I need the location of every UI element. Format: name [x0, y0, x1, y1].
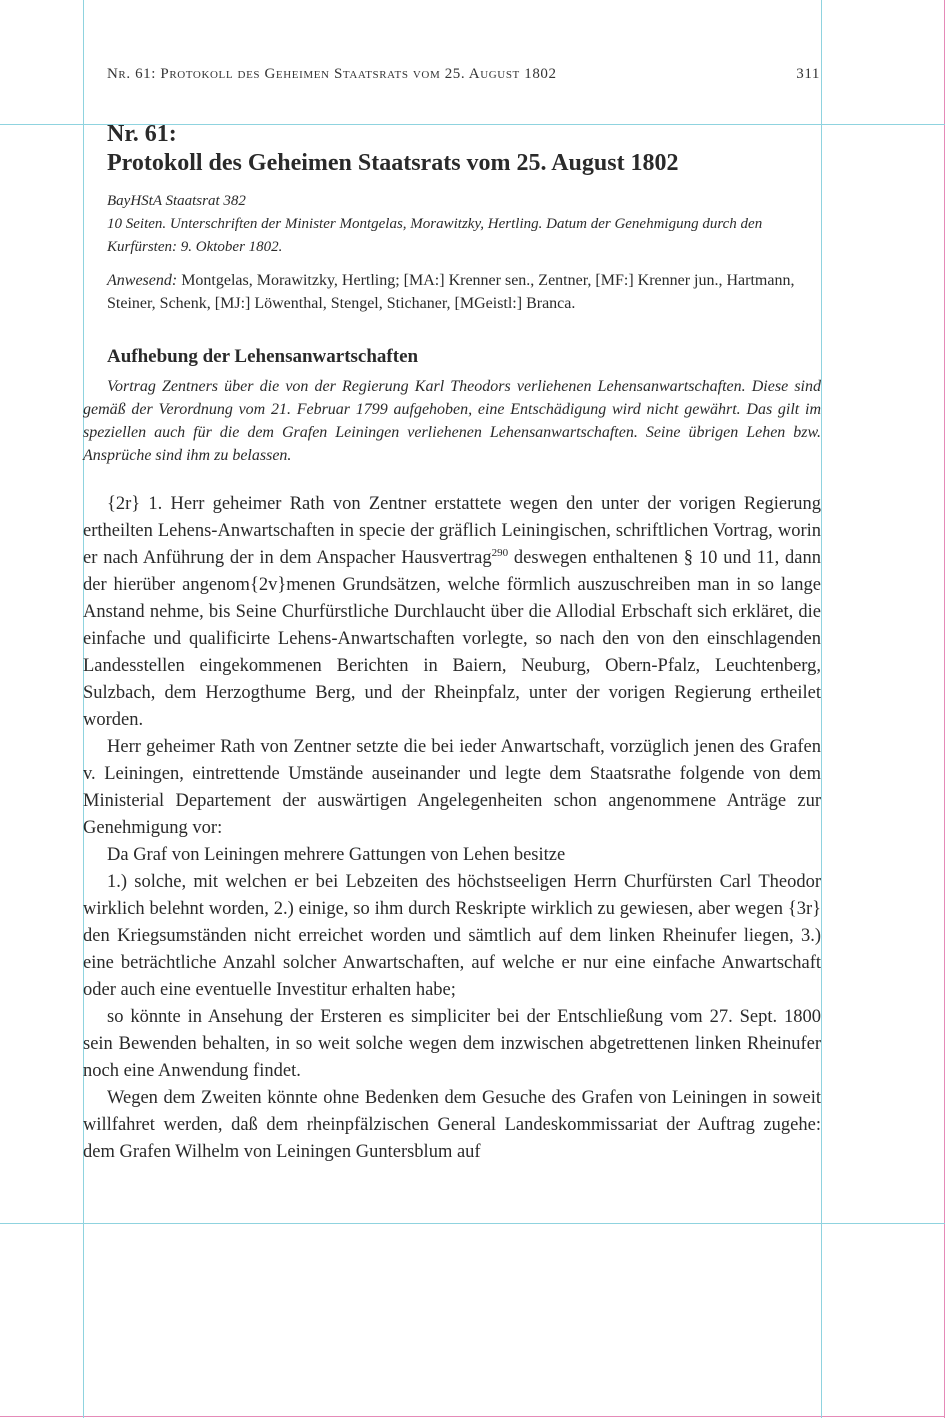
attendance-label: Anwesend: — [107, 272, 178, 289]
margin-guide-right — [821, 0, 822, 1418]
paragraph-1-part-2: deswegen enthaltenen § 10 und 11, dann der hierüber angenom{2v}menen Grundsätzen, welche förmlich auszuschreiben man in so lange Anstand nehme, bis Seine Churfürstliche Durchlaucht über die Allodial Erbschaft sich erkläret, die einfache und qualificirte Lehens-Anwartschaften vorlegte, so nach den von den einschlagenden Landesstellen eingekommenen Berichten in Baiern, Neuburg, Obern-Pfalz, Leuchtenberg, Sulzbach, dem Herzogthume Berg, und der Rheinpfalz, unter der vorigen Regierung ertheilet worden. — [83, 548, 822, 730]
page-trim-bottom — [0, 1416, 945, 1417]
paragraph-3: Da Graf von Leiningen mehrere Gattungen von Lehen besitze — [107, 845, 566, 865]
archive-source: BayHStA Staatsrat 382 — [107, 193, 246, 209]
attendance-list: Montgelas, Morawitzky, Hertling; [MA:] Krenner sen., Zentner, [MF:] Krenner jun., Hartmann, Steiner, Schenk, [MJ:] Löwenthal, Stengel, Stichaner, [MGeistl:] Branca. — [107, 272, 795, 312]
paragraph-2: Herr geheimer Rath von Zentner setzte die bei ieder Anwartschaft, vorzüglich jenen des Grafen v. Leiningen, eintrettende Umstände auseinander und legte dem Staatsrathe folgende von dem Ministerial Departement der auswärtigen Angelegenheiten schon angenommene Anträge zur Genehmigung vor: — [83, 737, 821, 838]
margin-guide-bottom — [0, 1223, 945, 1224]
source-block — [107, 190, 821, 259]
running-head-title: Nr. 61: Protokoll des Geheimen Staatsrats vom 25. August 1802 — [107, 66, 557, 82]
paragraph-5: so könnte in Ansehung der Ersteren es simpliciter bei der Entschließung vom 27. Sept. 1800 sein Bewenden behalten, in so weit solche wegen dem inzwischen abgetrettenen linken Rheinufer noch eine Anwendung findet. — [83, 1007, 821, 1081]
running-head — [107, 66, 822, 83]
attendance — [107, 269, 821, 315]
page-content — [83, 120, 821, 1166]
paragraph-1-part-1: {2r} 1. Herr geheimer Rath von Zentner erstattete wegen den unter der vorigen Regierung ertheilten Lehens-Anwartschaften in specie der gräflich Leiningischen, schriftlichen Vortrag, worin er nach Anführung der in dem Anspacher Hausvertrag — [83, 494, 821, 568]
document-description: 10 Seiten. Unterschriften der Minister Montgelas, Morawitzky, Hertling. Datum der Genehmigung durch den Kurfürsten: 9. Oktober 1802. — [107, 216, 763, 255]
paragraph-6: Wegen dem Zweiten könnte ohne Bedenken dem Gesuche des Grafen von Leiningen in soweit willfahret werden, daß dem rheinpfälzischen General Landeskommissariat der Auftrag zugehe: dem Grafen Wilhelm von Leiningen Guntersblum auf — [83, 1088, 821, 1162]
section-heading: Aufhebung der Lehensanwartschaften — [107, 346, 419, 367]
paragraph-4: 1.) solche, mit welchen er bei Lebzeiten des höchstseeligen Herrn Churfürsten Carl Theodor wirklich belehnt worden, 2.) einige, so ihm durch Reskripte wirklich zu gewiesen, aber wegen {3r} den Kriegsumständen nicht erreichet worden und sämtlich auf dem linken Rheinufer liegen, 3.) eine beträchtliche Anzahl solcher Anwartschaften, auf welche er nur eine einfache Anwartschaft oder auch eine eventuelle Investitur erhalten habe; — [83, 872, 821, 1000]
section-abstract: Vortrag Zentners über die von der Regierung Karl Theodors verliehenen Lehensanwartschaften. Diese sind gemäß der Verordnung vom 21. Februar 1799 aufgehoben, eine Entschädigung wird nicht gewährt. Das gilt im speziellen auch für die dem Grafen Leiningen verliehenen Lehensanwartschaften. Seine übrigen Lehen bzw. Ansprüche sind ihm zu belassen. — [83, 378, 821, 464]
document-title: Protokoll des Geheimen Staatsrats vom 25. August 1802 — [107, 150, 679, 176]
body-text — [83, 491, 821, 1166]
document-number: Nr. 61: — [107, 121, 177, 147]
paragraph-1 — [83, 491, 821, 734]
page-number: 311 — [796, 66, 820, 82]
footnote-reference[interactable]: 290 — [491, 546, 509, 559]
